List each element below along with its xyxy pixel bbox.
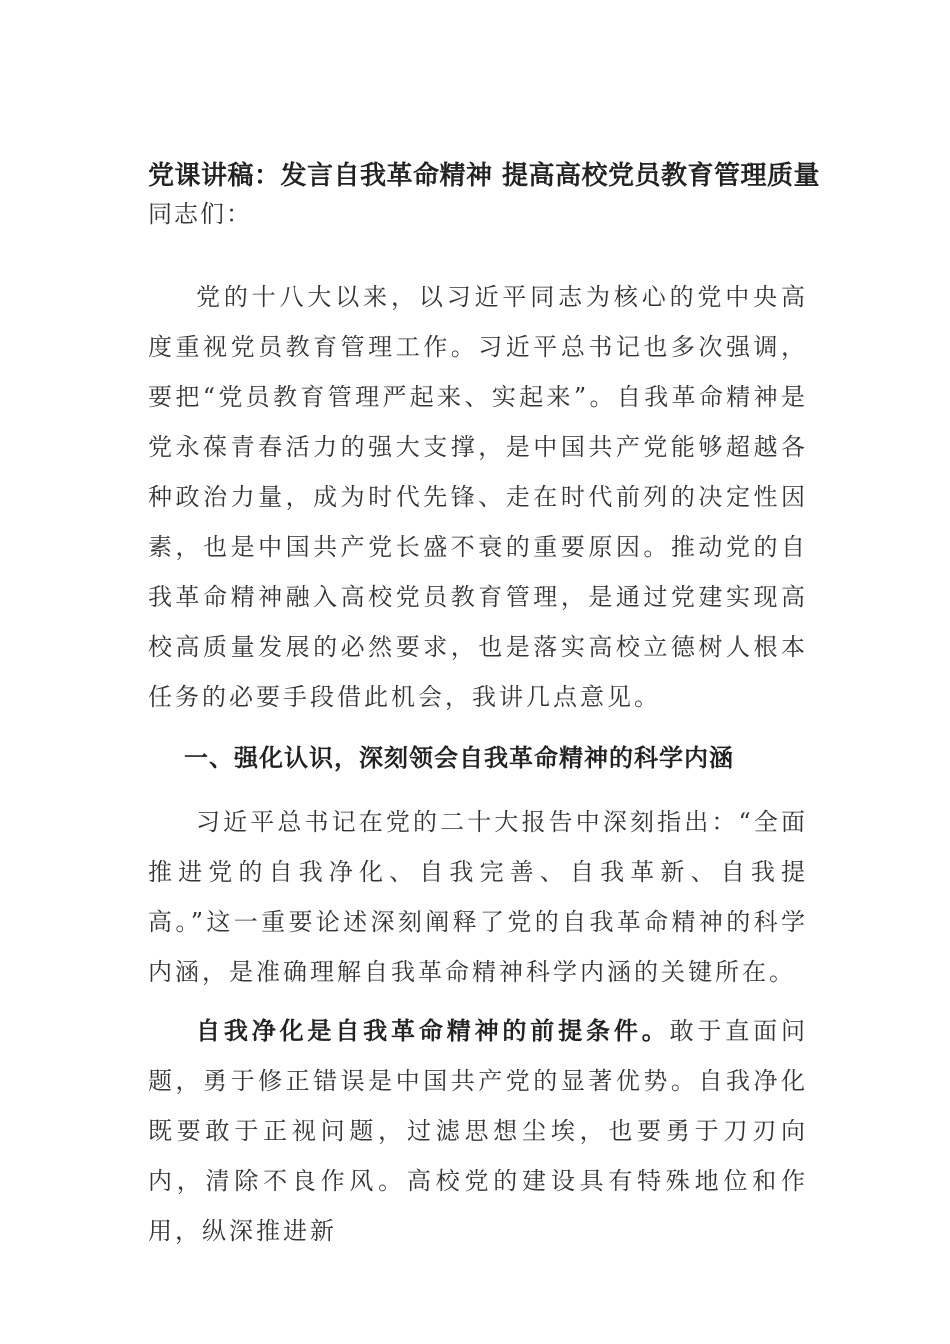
section-1-point-1-paragraph [148,1006,808,1256]
document-title: 党课讲稿：发言自我革命精神 提高高校党员教育管理质量 [148,161,821,191]
greeting: 同志们： [148,200,252,228]
section-1-paragraph: 习近平总书记在党的二十大报告中深刻指出：“全面推进党的自我净化、自我完善、自我革新、自我提高。”这一重要论述深刻阐释了党的自我革命精神的科学内涵，是准确理解自我革命精神科学内涵的关键所在。 [148,808,808,986]
point-1-body: 敢于直面问题，勇于修正错误是中国共产党的显著优势。自我净化既要敢于正视问题，过滤思想尘埃，也要勇于刀刃向内，清除不良作风。高校党的建设具有特殊地位和作用，纵深推进新 [148,1017,809,1245]
intro-paragraph: 党的十八大以来，以习近平同志为核心的党中央高度重视党员教育管理工作。习近平总书记也多次强调，要把“党员教育管理严起来、实起来”。自我革命精神是党永葆青春活力的强大支撑，是中国共产党能够超越各种政治力量，成为时代先锋、走在时代前列的决定性因素，也是中国共产党长盛不衰的重要原因。推动党的自我革命精神融入高校党员教育管理，是通过党建实现高校高质量发展的必然要求，也是落实高校立德树人根本任务的必要手段借此机会，我讲几点意见。 [148,283,808,711]
section-1-heading: 一、强化认识，深刻领会自我革命精神的科学内涵 [184,744,734,772]
point-1-lead: 自我净化是自我革命精神的前提条件。 [196,1017,670,1045]
